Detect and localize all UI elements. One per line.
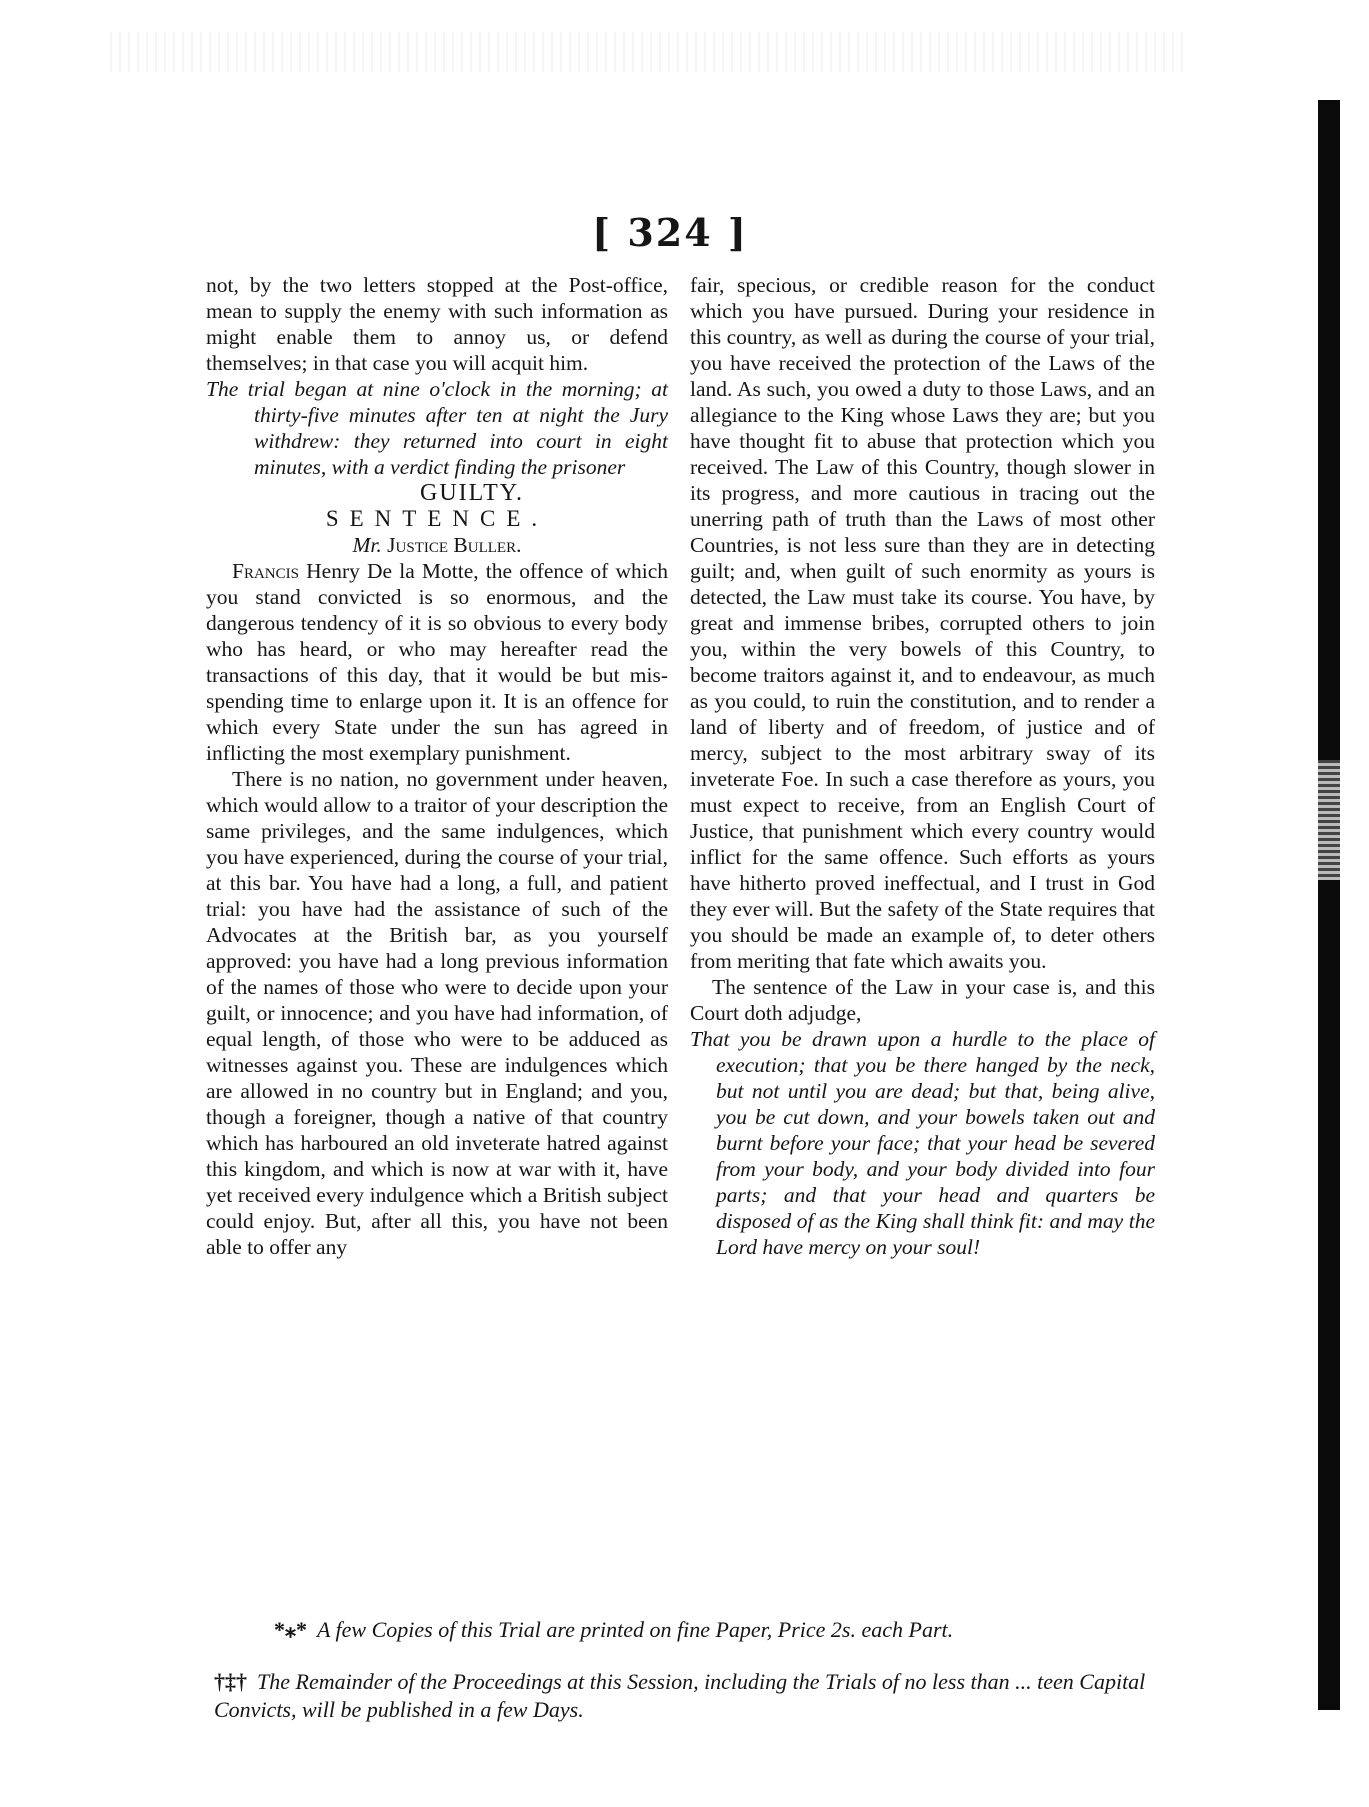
verdict: GUILTY. (419, 480, 524, 506)
judge-line (206, 532, 668, 558)
footnote-fine-paper (274, 1617, 1174, 1643)
left-column (206, 272, 668, 1260)
footnote-mark-daggers: †‡† (214, 1669, 247, 1694)
trial-note: The trial began at nine o'clock in the morning; at thirty-five minutes after ten at night the Jury withdrew: they returned into court in eight minutes, with a verdict finding the prisoner (206, 377, 668, 479)
address-paragraph (206, 558, 668, 766)
footnote-mark-asterism: *⁎* (274, 1617, 307, 1642)
footnote-text: A few Copies of this Trial are printed on fine Paper, Price 2s. each Part. (317, 1617, 954, 1642)
sentence-text: That you be drawn upon a hurdle to the place of execution; that you be there hanged by the neck, but not until you are dead; but that, being alive, you be cut down, and your bowels taken out and burnt before your face; that your head be severed from your body, and your body divided into four parts; and that your head and quarters be disposed of as the King shall think fit: and may the Lord have mercy on your soul! (690, 1027, 1155, 1259)
sentence-heading: SENTENCE. (325, 506, 549, 531)
address-text: Henry De la Motte, the offence of which you stand convicted is so enormous, and the dangerous tendency of it is so obvious to every body who has heard, or who may hereafter read the transactions of this day, that it would be but mis-spending time to enlarge upon it. It is an offence for which every State under the sun has agreed in inflicting the most exemplary punishment. (206, 559, 669, 765)
closing-paragraph: not, by the two letters stopped at the Post-office, mean to supply the enemy with such information as might enable them to annoy us, or defend themselves; in that case you will acquit him. (206, 273, 668, 375)
footnote-text: The Remainder of the Proceedings at this Session, including the Trials of no less than ... teen Capital Convicts, will be published in a few Days. (214, 1669, 1146, 1722)
footnote-remainder (214, 1668, 1194, 1724)
scan-smudge-top (110, 32, 1190, 72)
scan-edge-shadow (1318, 100, 1340, 1710)
judge-name: Justice Buller. (387, 533, 522, 557)
sentence-intro: The sentence of the Law in your case is, and this Court doth adjudge, (690, 975, 1155, 1025)
scan-edge-texture (1318, 760, 1340, 880)
judge-prefix: Mr. (352, 533, 382, 557)
right-column (690, 272, 1155, 1260)
indulgences-paragraph: There is no nation, no government under heaven, which would allow to a traitor of your description the same privileges, and the same indulgences, which you have experienced, during the course of your trial, at this bar. You have had a long, a full, and patient trial: you have had the assistance of such of the Advocates at the British bar, as you yourself approved: you have had a long previous information of the names of those who were to decide upon your guilt, or innocence; and you have had information, of equal length, of those who were to be adduced as witnesses against you. These are indulgences which are allowed in no country but in England; and you, though a foreigner, though a native of that country which has harboured an old inveterate hatred against this kingdom, and which is now at war with it, have yet received every indulgence which a British subject could enjoy. But, after all this, you have not been able to offer any (206, 767, 668, 1259)
prisoner-name: Francis (232, 559, 299, 583)
continuation-paragraph: fair, specious, or credible reason for the conduct which you have pursued. During your residence in this country, as well as during the course of your trial, you have received the protection of the Laws of the land. As such, you owed a duty to those Laws, and an allegiance to the King whose Laws they are; but you have thought fit to abuse that protection which you received. The Law of this Country, though slower in its progress, and more cautious in tracing out the unerring path of truth than the Laws of most other Countries, is not less sure than they are in detecting guilt; and, when guilt of such enormity as yours is detected, the Law must take its course. You have, by great and immense bribes, corrupted others to join you, within the very bowels of this Country, to become traitors against it, and to endeavour, as much as you could, to ruin the constitution, and to render a land of liberty and of freedom, of justice and of mercy, subject to the most arbitrary sway of its inveterate Foe. In such a case therefore as yours, you must expect to receive, from an English Court of Justice, that punishment which every country would inflict for the same offence. Such efforts as yours have hitherto proved ineffectual, and I trust in God they ever will. But the safety of the State requires that you should be made an example of, to deter others from meriting that fate which awaits you. (690, 273, 1155, 973)
page-number: [ 324 ] (592, 210, 748, 255)
